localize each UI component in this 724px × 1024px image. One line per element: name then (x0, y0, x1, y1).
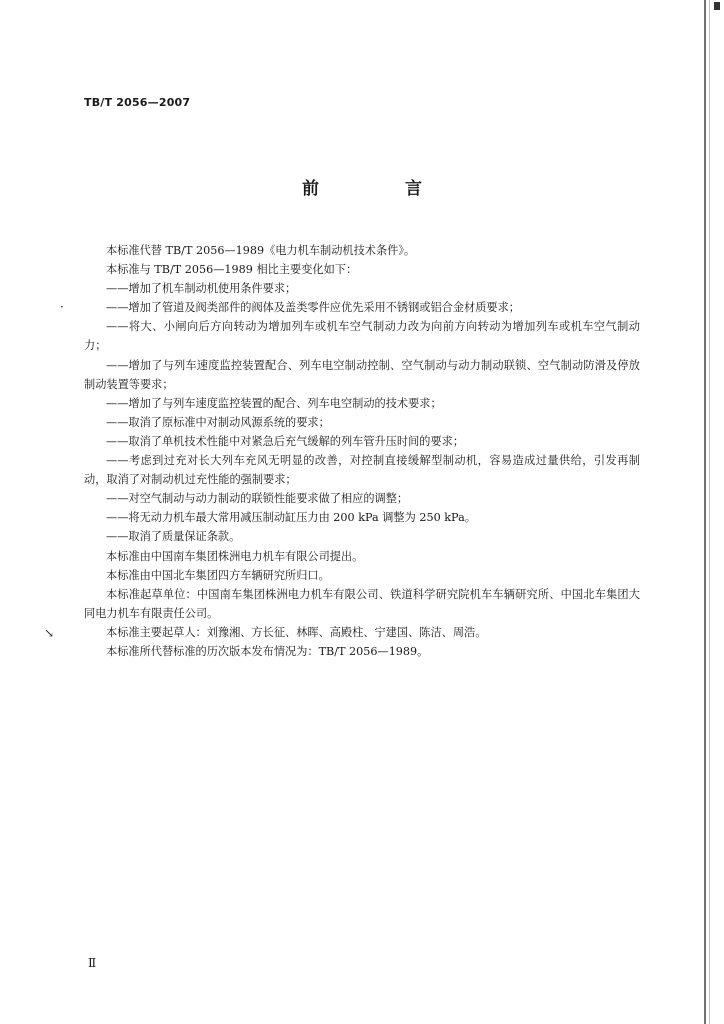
paragraph-history: 本标准所代替标准的历次版本发布情况为：TB/T 2056—1989。 (106, 644, 429, 658)
paragraph-drafting-units: 本标准起草单位：中国南车集团株洲电力机车有限公司、铁道科学研究院机车车辆研究所、中国北车集团大同电力机车有限责任公司。 (84, 587, 640, 620)
scan-artifact-mark (714, 2, 720, 10)
scan-speck-mark: · (60, 300, 64, 314)
change-item: ——增加了与列车速度监控装置的配合、列车电空制动的技术要求； (106, 396, 442, 410)
paragraph-proposed-by: 本标准由中国南车集团株洲电力机车有限公司提出。 (106, 549, 364, 563)
change-item: ——取消了单机技术性能中对紧急后充气缓解的列车管升压时间的要求； (106, 434, 465, 448)
change-item: ——增加了与列车速度监控装置配合、列车电空制动控制、空气制动与动力制动联锁、空气制动防滑及停放制动装置等要求； (84, 358, 640, 391)
change-item: ——考虑到过充对长大列车充风无明显的改善，对控制直接缓解型制动机，容易造成过量供给，引发再制动，取消了对制动机过充性能的强制要求； (84, 454, 640, 487)
change-item: ——对空气制动与动力制动的联锁性能要求做了相应的调整； (106, 492, 409, 506)
change-item: ——增加了管道及阀类部件的阀体及盖类零件应优先采用不锈钢或铝合金材质要求； (106, 301, 520, 315)
change-item: ——将大、小闸向后方向转动为增加列车或机车空气制动力改为向前方向转动为增加列车或机车空气制动力； (84, 320, 640, 353)
scan-shadow-edge-inner (709, 0, 710, 1024)
standard-code-header: TB/T 2056—2007 (84, 96, 191, 109)
change-item: ——取消了质量保证条款。 (106, 530, 241, 544)
paragraph-changes-intro: 本标准与 TB/T 2056—1989 相比主要变化如下： (106, 263, 358, 277)
change-item: ——将无动力机车最大常用减压制动缸压力由 200 kPa 调整为 250 kPa。 (106, 511, 476, 525)
page-number: Ⅱ (88, 956, 97, 970)
section-title: 前 言 (302, 179, 462, 199)
scan-shadow-edge (704, 0, 706, 1024)
paragraph-replaces: 本标准代替 TB/T 2056—1989《电力机车制动机技术条件》。 (106, 244, 416, 257)
paragraph-centralized-by: 本标准由中国北车集团四方车辆研究所归口。 (106, 568, 330, 582)
scan-speck-mark: ↘ (44, 626, 55, 640)
foreword-body (84, 241, 640, 661)
paragraph-drafters: 本标准主要起草人：刘豫湘、方长征、林晖、高殿柱、宁建国、陈洁、周浩。 (106, 625, 487, 639)
change-item: ——增加了机车制动机使用条件要求； (106, 282, 297, 296)
change-item: ——取消了原标准中对制动风源系统的要求； (106, 415, 330, 429)
